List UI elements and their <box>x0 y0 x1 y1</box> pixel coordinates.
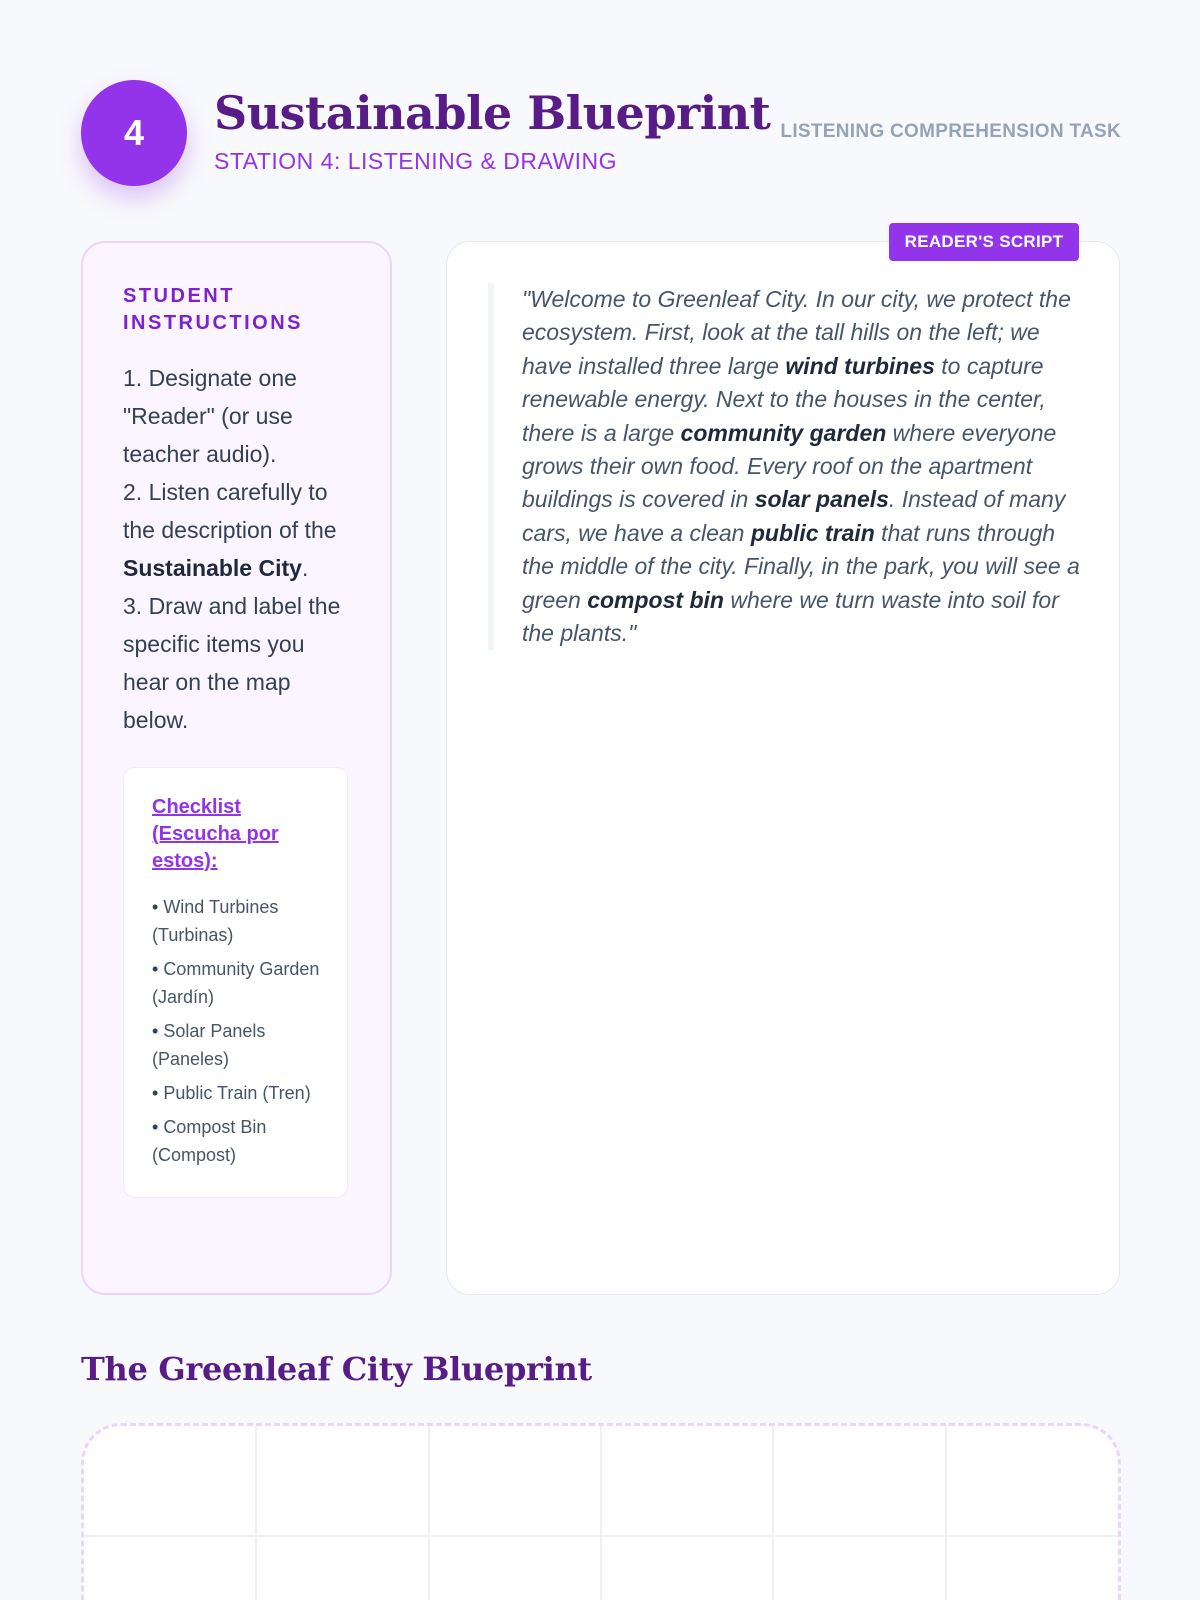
script-keyword: public train <box>750 519 875 546</box>
readers-script-card <box>446 232 1120 1295</box>
checklist-item: • Solar Panels (Paneles) <box>152 1017 321 1073</box>
instruction-step-2-emphasis: Sustainable City <box>123 555 302 581</box>
instruction-steps <box>123 359 350 739</box>
instruction-step-2 <box>123 473 350 587</box>
script-text: . Instead of many cars, we have a clean <box>522 486 1066 546</box>
page-title: Sustainable Blueprint <box>214 86 771 140</box>
station-number-badge: 4 <box>81 80 187 186</box>
checklist-item: • Public Train (Tren) <box>152 1079 321 1107</box>
blueprint-drawing-area[interactable] <box>81 1423 1121 1600</box>
script-text: to capture renewable energy. Next to the houses in the center, there is a large <box>522 352 1046 446</box>
script-keyword: wind turbines <box>785 352 935 379</box>
script-keyword: solar panels <box>754 486 889 513</box>
blueprint-title: The Greenleaf City Blueprint <box>81 1350 592 1388</box>
task-type-label: LISTENING COMPREHENSION TASK <box>780 121 1121 142</box>
readers-script-tag: READER'S SCRIPT <box>889 223 1079 261</box>
checklist-item: • Compost Bin (Compost) <box>152 1113 321 1169</box>
page-subtitle: STATION 4: LISTENING & DRAWING <box>214 148 618 174</box>
instruction-step-2-text: 2. Listen carefully to the description of the <box>123 479 337 543</box>
script-keyword: compost bin <box>587 586 724 613</box>
script-text: where we turn waste into soil for the plants." <box>522 586 1059 647</box>
script-text: where everyone grows their own food. Every roof on the apartment buildings is covered in <box>522 419 1057 513</box>
checklist-title: Checklist (Escucha por estos): <box>152 796 279 872</box>
checklist-item: • Wind Turbines (Turbinas) <box>152 893 321 949</box>
instruction-step-2-end: . <box>301 555 309 581</box>
instruction-step-3: 3. Draw and label the specific items you hear on the map below. <box>123 593 341 733</box>
script-keyword: community garden <box>680 419 887 446</box>
checklist <box>152 893 321 1169</box>
instructions-heading: STUDENT INSTRUCTIONS <box>123 285 303 334</box>
page-header <box>81 80 1121 190</box>
blueprint-grid <box>84 1426 1118 1600</box>
checklist-card <box>123 767 348 1198</box>
script-text: that runs through the middle of the city. Finally, in the park, you will see a green <box>522 519 1080 613</box>
readers-script-quote <box>488 283 1088 650</box>
student-instructions-panel <box>81 241 392 1295</box>
script-text: "Welcome to Greenleaf City. In our city, we protect the ecosystem. First, look at the tall hills on the left; we have installed three large <box>522 286 1071 379</box>
instruction-step-1: 1. Designate one "Reader" (or use teacher audio). <box>123 365 297 467</box>
checklist-item: • Community Garden (Jardín) <box>152 955 321 1011</box>
